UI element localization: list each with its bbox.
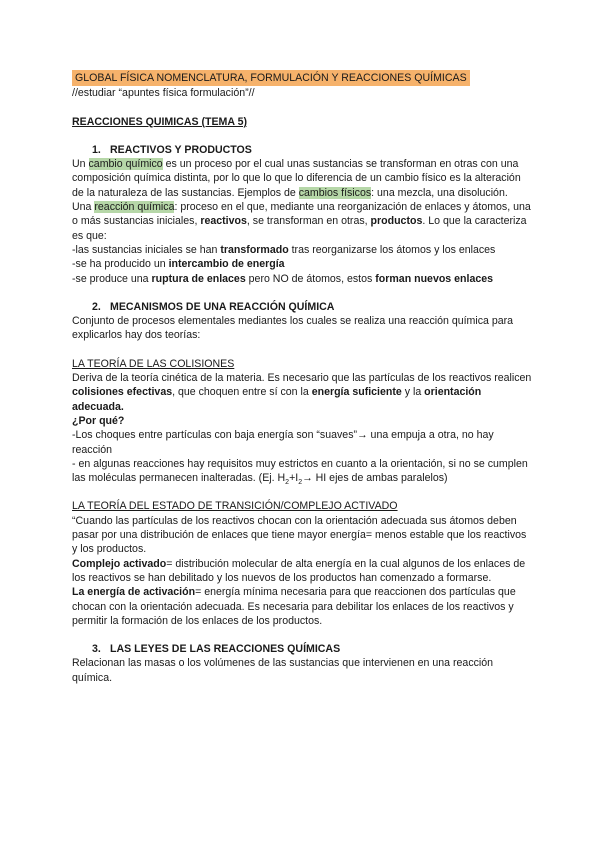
- paragraph-colisiones: Deriva de la teoría cinética de la materia. Es necesario que las partículas de los reactivos realicen colisiones efectivas, que choquen entre sí con la energía suficiente y la orientación adecuada.: [72, 372, 532, 413]
- heading-text: MECANISMOS DE UNA REACCIÓN QUÍMICA: [110, 300, 335, 313]
- section-heading: REACCIONES QUIMICAS (TEMA 5): [72, 115, 247, 128]
- paragraph-choques: -Los choques entre partículas con baja energía son “suaves”→ una empuja a otra, no hay reacción: [72, 429, 494, 456]
- heading-leyes: [92, 642, 532, 656]
- title-line: [72, 70, 532, 86]
- heading-number: 2.: [92, 300, 101, 313]
- paragraph-orientacion: - en algunas reacciones hay requisitos muy estrictos en cuanto a la orientación, si no se cumplen las moléculas permanecen inalteradas. (Ej. $H_2+I_2\to$ HI ejes de ambas paralelos): [72, 457, 528, 487]
- heading-number: 3.: [92, 643, 101, 656]
- list-item: -se produce una ruptura de enlaces pero NO de átomos, estos forman nuevos enlaces: [72, 272, 494, 285]
- paragraph-mecanismos-intro: Conjunto de procesos elementales mediantes los cuales se realiza una reacción química para explicarlos hay dos teorías:: [72, 315, 514, 342]
- question-por-que: ¿Por qué?: [72, 414, 125, 427]
- term-reaccion-quimica: reacción química: [94, 201, 175, 214]
- document-subtitle: //estudiar “apuntes física formulación”//: [72, 87, 255, 100]
- list-item: -las sustancias iniciales se han transformado tras reorganizarse los átomos y los enlaces: [72, 243, 496, 256]
- subheading-estado-transicion: LA TEORÍA DEL ESTADO DE TRANSICIÓN/COMPLEJO ACTIVADO: [72, 500, 398, 513]
- heading-text: LAS LEYES DE LAS REACCIONES QUÍMICAS: [110, 643, 341, 656]
- document-title: GLOBAL FÍSICA NOMENCLATURA, FORMULACIÓN Y REACCIONES QUÍMICAS: [72, 70, 470, 86]
- subheading-teoria-colisiones: LA TEORÍA DE LAS COLISIONES: [72, 357, 235, 370]
- paragraph-transicion: “Cuando las partículas de los reactivos chocan con la orientación adecuada sus átomos deben pasar por una distribución de enlaces que tiene mayor energía= menos estable que los reactivos y los productos.: [72, 514, 527, 556]
- document-page: [72, 70, 532, 685]
- heading-text: REACTIVOS Y PRODUCTOS: [110, 143, 252, 156]
- term-cambios-fisicos: cambios físicos: [298, 186, 372, 199]
- paragraph-cambio-quimico: Un cambio químico es un proceso por el cual unas sustancias se transforman en otras con una composición química distinta, por lo que lo que lo diferencia de un cambio físico es la alteración de la naturaleza de las sustancias. Ejemplos de cambios físicos: una mezcla, una disolución.: [72, 158, 521, 199]
- paragraph-reaccion-quimica: Una reacción química: proceso en el que, mediante una reorganización de enlaces y átomos, una o más sustancias iniciales, reactivos, se transforman en otras, productos. Lo que la caracteriza es que:: [72, 201, 531, 242]
- paragraph-complejo-activado: Complejo activado= distribución molecular de alta energía en la cual algunos de los enlaces de los reactivos se han debilitado y los nuevos de los productos han comenzado a formarse.: [72, 557, 526, 584]
- paragraph-energia-activacion: La energía de activación= energía mínima necesaria para que reaccionen dos partículas que chocan con la orientación adecuada. Es necesaria para debilitar los enlaces de los reactivos y permitir la formación de los enlaces de los productos.: [72, 586, 516, 627]
- list-item: -se ha producido un intercambio de energía: [72, 258, 285, 271]
- heading-mecanismos: [92, 300, 532, 314]
- paragraph-leyes: Relacionan las masas o los volúmenes de las sustancias que intervienen en una reacción química.: [72, 657, 494, 684]
- heading-number: 1.: [92, 143, 101, 156]
- term-cambio-quimico: cambio químico: [88, 158, 163, 171]
- heading-reactivos-productos: [92, 143, 532, 157]
